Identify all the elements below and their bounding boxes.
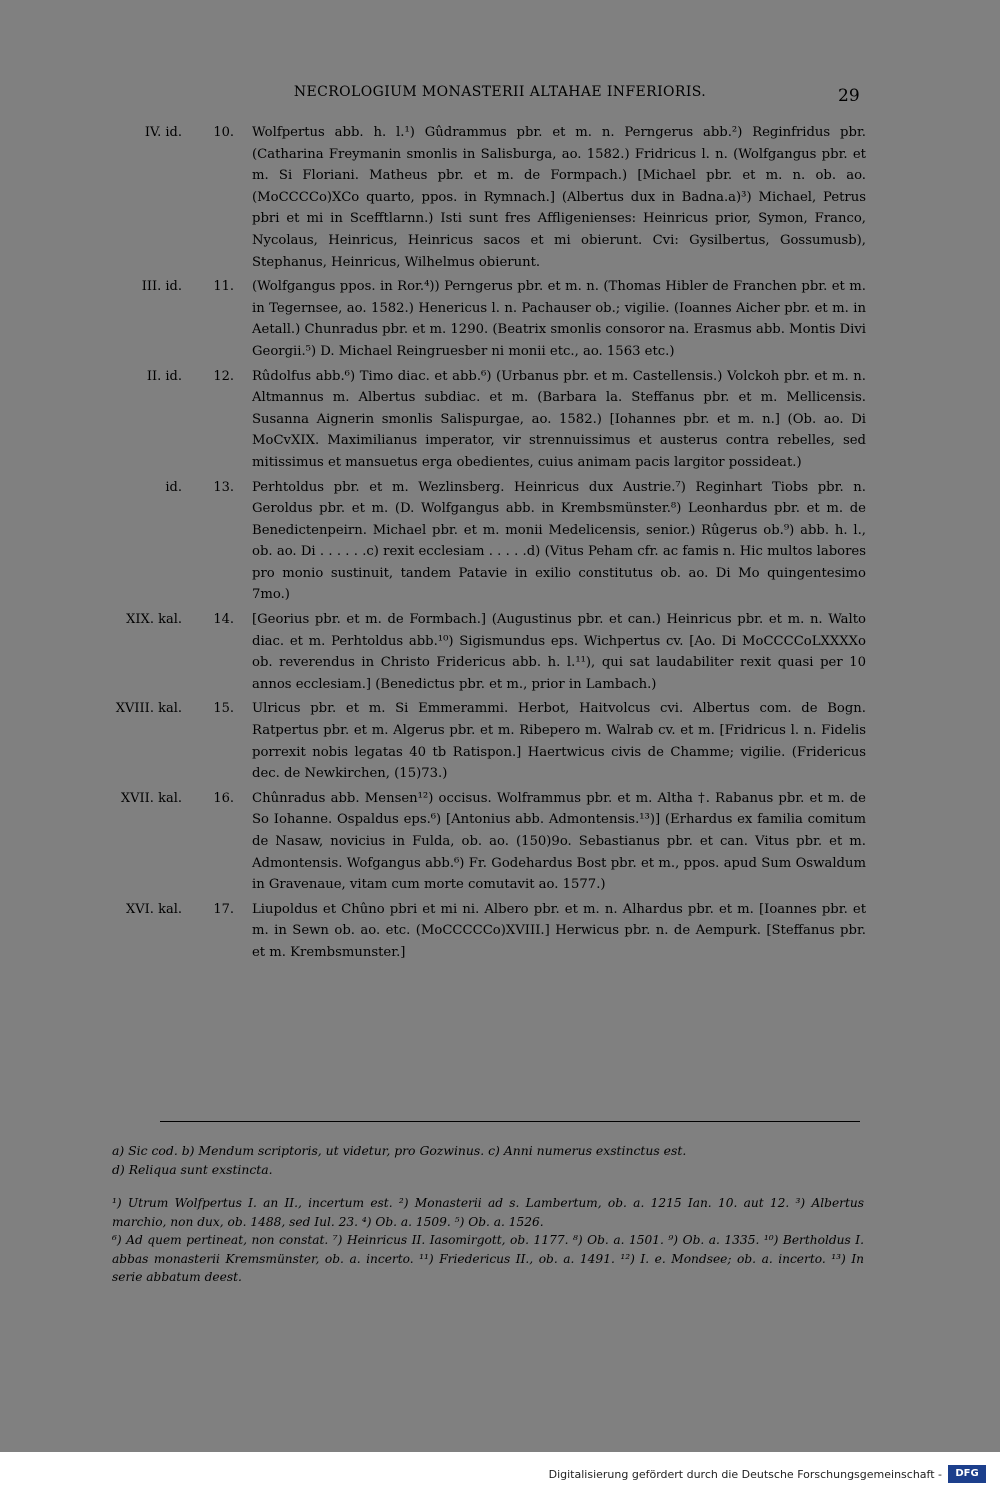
entry-date: III. id. [141,279,182,295]
entry-day: 10. [213,125,234,140]
entry-day: 15. [213,701,234,717]
entry-row [0,698,1000,784]
entry-day: 13. [213,479,234,495]
dfg-logo-icon[interactable]: DFG [948,1465,986,1483]
entry-date: XVI. kal. [126,901,182,917]
entry-text: Wolfpertus abb. h. l.¹) Gûdrammus pbr. et m. n. Perngerus abb.²) Reginfridus pbr. (Catharina Freymanin smonlis in Salisburga, ao. 1582.) Fridricus l. n. (Wolfgangus pbr. et m. Si Floriani. Matheus pbr. et m. de Formpach.) [Michael pbr. et m. n. ob. ao. (MoCCCCo)XCo quarto, ppos. in Rymnach.] (Albertus dux in Badna.a)³) Michael, Petrus pbri et mi in Scefftlarnn.) Isti sunt fres Affligenienses: Heinricus prior, Symon, Franco, Nycolaus, Heinricus, Heinricus sacos et mi obierunt. Cvi: Gysilbertus, Gossumusb), Stephanus, Heinricus, Wilhelmus obierunt. [252,125,866,270]
numbered-footnotes [112,1194,864,1287]
entry-text: Chûnradus abb. Mensen¹²) occisus. Wolframmus pbr. et m. Altha †. Rabanus pbr. et m. de So Iohanne. Ospaldus eps.⁶) [Antonius abb. Admontensis.¹³)] (Erhardus ex familia comitum de Nasaw, novicius in Fulda, ob. ao. (150)9o. Sebastianus pbr. et can. Vitus pbr. et m. Admontensis. Wofgangus abb.⁶) Fr. Godehardus Bost pbr. et m., ppos. apud Sum Oswaldum in Gravenaue, vitam cum morte comutavit ao. 1577.) [252,790,866,893]
entry-text: (Wolfgangus ppos. in Ror.⁴)) Perngerus pbr. et m. n. (Thomas Hibler de Franchen pbr. et m. in Tegernsee, ao. 1582.) Henericus l. n. Pachauser ob.; vigilie. (Ioannes Aicher pbr. et m. in Aetall.) Chunradus pbr. et m. 1290. (Beatrix smonlis consoror na. Erasmus abb. Montis Divi Georgii.⁵) D. Michael Reingruesber ni monii etc., ao. 1563 etc.) [252,279,866,359]
letter-footnotes [112,1141,864,1179]
page-number: 29 [838,86,860,106]
entry-date: II. id. [146,368,182,384]
necrology-entries [0,122,1000,967]
entry-text: Ulricus pbr. et m. Si Emmerammi. Herbot, Haitvolcus cvi. Albertus com. de Bogn. Ratpertus pbr. et m. Algerus pbr. et m. Ribepero m. Walrab cv. et m. [Fridricus l. n. Fidelis porrexit nobis legatas 40 tb Ratispon.] Haertwicus civis de Chamme; vigilie. (Fridericus dec. de Newkirchen, (15)73.) [252,701,866,782]
entry-date: XIX. kal. [126,612,182,628]
footnote-line: a) Sic cod. b) Mendum scriptoris, ut videtur, pro Gozwinus. c) Anni numerus exstinctus est. [112,1143,687,1158]
entry-row [0,899,1000,964]
footnote-line: d) Reliqua sunt exstincta. [112,1162,273,1177]
entry-day: 17. [213,901,234,917]
footnote-divider [160,1121,860,1122]
entry-date: id. [165,479,182,495]
entry-text: Liupoldus et Chûno pbri et mi ni. Albero pbr. et m. n. Alhardus pbr. et m. [Ioannes pbr. et m. in Sewn ob. ao. etc. (MoCCCCCo)XVIII.] Herwicus pbr. n. de Aempurk. [Steffanus pbr. et m. Krembsmunster.] [252,901,866,960]
footnote-line: ¹) Utrum Wolfpertus I. an II., incertum est. ²) Monasterii ad s. Lambertum, ob. a. 1215 Ian. 10. aut 12. ³) Albertus marchio, non dux, ob. 1488, sed Iul. 23. ⁴) Ob. a. 1509. ⁵) Ob. a. 1526. [112,1196,864,1229]
entry-row [0,609,1000,695]
entry-text: Rûdolfus abb.⁶) Timo diac. et abb.⁶) (Urbanus pbr. et m. Castellensis.) Volckoh pbr. et m. n. Altmannus m. Albertus subdiac. et m. (Barbara la. Steffanus pbr. et m. Mellicensis. Susanna Aignerin smonlis Salispurgae, ao. 1582.) [Iohannes pbr. et m. n.] (Ob. ao. Di MoCvXIX. Maximilianus imperator, vir strennuissimus et austerus contra rebelles, sed mitissimus et mansuetus erga obedientes, cuius animam pacis largitor possideat.) [252,368,866,470]
funding-notice: Digitalisierung gefördert durch die Deutsche Forschungsgemeinschaft - [548,1468,942,1481]
entry-day: 16. [213,790,234,806]
entry-date: IV. id. [144,125,182,140]
entry-row [0,477,1000,607]
entry-row [0,276,1000,362]
entry-text: Perhtoldus pbr. et m. Wezlinsberg. Heinricus dux Austrie.⁷) Reginhart Tiobs pbr. n. Geroldus pbr. et m. (D. Wolfgangus abb. in Krembsmünster.⁸) Leonhardus pbr. et m. de Benedictenpeirn. Michael pbr. et m. monii Medelicensis, senior.) Rûgerus ob.⁹) abb. h. l., ob. ao. Di . . . . . .c) rexit ecclesiam . . . . .d) (Vitus Peham cfr. ac famis n. Hic multos labores pro monio sustinuit, tandem Patavie in exilio constitutus ob. ao. Di Mo quingentesimo 7mo.) [252,479,866,603]
entry-date: XVIII. kal. [115,701,182,717]
running-header: NECROLOGIUM MONASTERII ALTAHAE INFERIORIS. [293,84,707,100]
entry-day: 11. [213,279,234,295]
entry-text: [Georius pbr. et m. de Formbach.] (Augustinus pbr. et can.) Heinricus pbr. et m. n. Walto diac. et m. Perhtoldus abb.¹⁰) Sigismundus eps. Wichpertus cv. [Ao. Di MoCCCCoLXXXXo ob. reverendus in Christo Fridericus abb. h. l.¹¹), qui sat laudabiliter rexit quasi per 10 annos ecclesiam.] (Benedictus pbr. et m., prior in Lambach.) [252,612,866,692]
entry-day: 12. [213,368,234,384]
footnote-line: ⁶) Ad quem pertineat, non constat. ⁷) Heinricus II. Iasomirgott, ob. 1177. ⁸) Ob. a. 1501. ⁹) Ob. a. 1335. ¹⁰) Bertholdus I. abbas monasterii Kremsmünster, ob. a. incerto. ¹¹) Friedericus II., ob. a. 1491. ¹²) I. e. Mondsee; ob. a. incerto. ¹³) In serie abbatum deest. [112,1233,864,1285]
entry-row [0,366,1000,474]
entry-day: 14. [213,612,234,628]
footer-bar [0,1452,1000,1495]
entry-date: XVII. kal. [120,790,182,806]
entry-row [0,788,1000,896]
entry-row [0,122,1000,273]
